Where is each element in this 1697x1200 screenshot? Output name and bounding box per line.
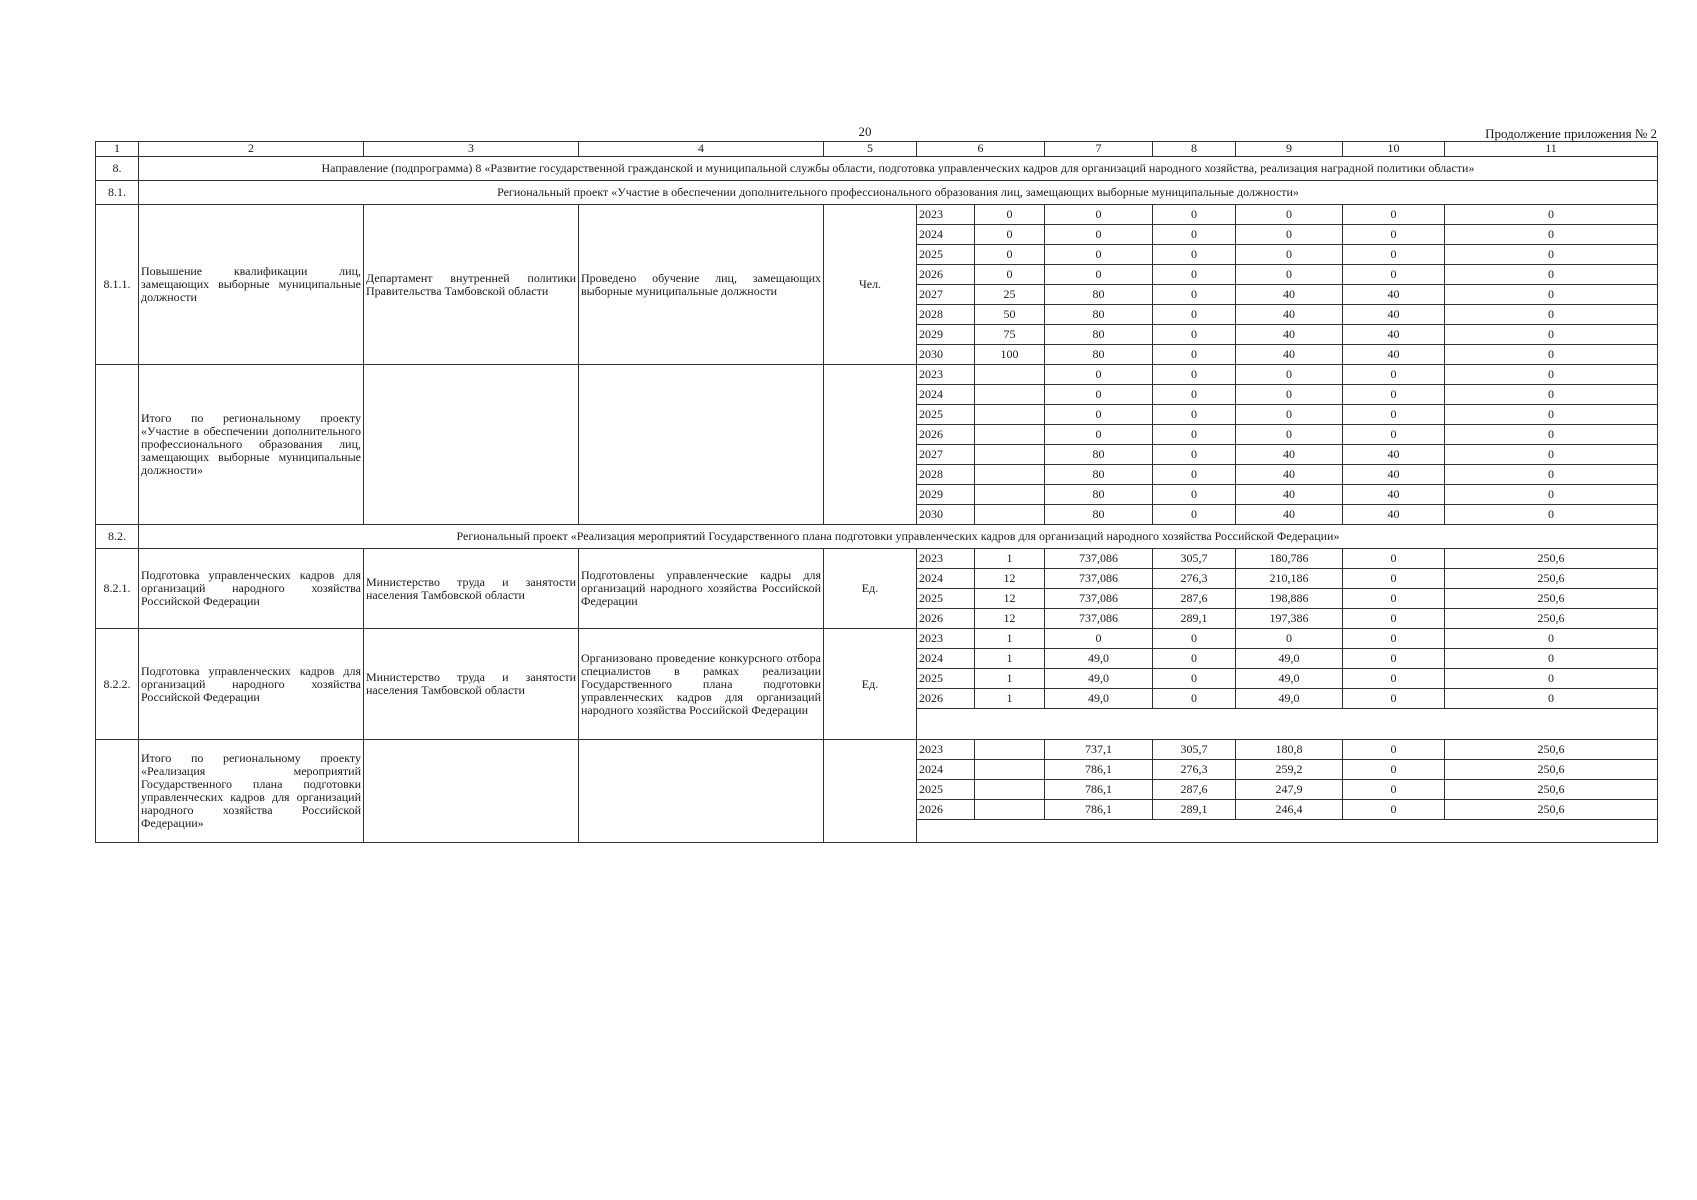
value-cell	[975, 365, 1045, 385]
year-cell: 2023	[917, 365, 975, 385]
column-header: 1	[96, 142, 139, 157]
federal-cell: 0	[1153, 225, 1236, 245]
column-header: 9	[1236, 142, 1343, 157]
year-cell: 2026	[917, 425, 975, 445]
local-cell: 0	[1343, 385, 1445, 405]
total-cell: 786,1	[1045, 800, 1153, 820]
item-name: Подготовка управленческих кадров для организаций народного хозяйства Российской Федерации	[139, 629, 364, 740]
total-cell: 0	[1045, 425, 1153, 445]
federal-cell: 0	[1153, 505, 1236, 525]
regional-cell: 247,9	[1236, 780, 1343, 800]
value-cell	[975, 760, 1045, 780]
other-cell: 0	[1445, 225, 1658, 245]
value-cell	[975, 405, 1045, 425]
other-cell: 0	[1445, 649, 1658, 669]
federal-cell: 289,1	[1153, 609, 1236, 629]
section-row	[96, 157, 1658, 181]
federal-cell: 276,3	[1153, 760, 1236, 780]
item-executor: Министерство труда и занятости населения Тамбовской области	[364, 629, 579, 740]
column-header: 7	[1045, 142, 1153, 157]
regional-cell: 49,0	[1236, 649, 1343, 669]
local-cell: 0	[1343, 740, 1445, 760]
federal-cell: 287,6	[1153, 780, 1236, 800]
table-row	[96, 549, 1658, 569]
other-cell: 250,6	[1445, 780, 1658, 800]
other-cell: 250,6	[1445, 800, 1658, 820]
local-cell: 40	[1343, 465, 1445, 485]
year-cell: 2026	[917, 800, 975, 820]
local-cell: 0	[1343, 649, 1445, 669]
federal-cell: 305,7	[1153, 549, 1236, 569]
total-cell: 49,0	[1045, 669, 1153, 689]
local-cell: 0	[1343, 225, 1445, 245]
regional-cell: 0	[1236, 365, 1343, 385]
other-cell: 0	[1445, 445, 1658, 465]
value-cell	[975, 800, 1045, 820]
year-cell: 2030	[917, 505, 975, 525]
local-cell: 40	[1343, 325, 1445, 345]
local-cell: 40	[1343, 285, 1445, 305]
year-cell: 2026	[917, 265, 975, 285]
regional-cell: 40	[1236, 445, 1343, 465]
value-cell: 0	[975, 225, 1045, 245]
section-number: 8.2.	[96, 525, 139, 549]
value-cell: 1	[975, 629, 1045, 649]
other-cell: 0	[1445, 305, 1658, 325]
value-cell: 75	[975, 325, 1045, 345]
value-cell: 1	[975, 669, 1045, 689]
regional-cell: 0	[1236, 205, 1343, 225]
local-cell: 0	[1343, 800, 1445, 820]
page-number: 20	[858, 124, 872, 139]
local-cell: 40	[1343, 345, 1445, 365]
regional-cell: 180,8	[1236, 740, 1343, 760]
column-header: 6	[917, 142, 1045, 157]
year-cell: 2027	[917, 445, 975, 465]
year-cell: 2023	[917, 205, 975, 225]
total-cell: 80	[1045, 485, 1153, 505]
other-cell: 0	[1445, 485, 1658, 505]
total-cell: 80	[1045, 325, 1153, 345]
regional-cell: 40	[1236, 465, 1343, 485]
year-cell: 2026	[917, 689, 975, 709]
local-cell: 0	[1343, 569, 1445, 589]
item-number	[96, 740, 139, 843]
empty-cell	[824, 365, 917, 525]
empty-cell	[579, 365, 824, 525]
local-cell: 40	[1343, 505, 1445, 525]
year-cell: 2028	[917, 465, 975, 485]
regional-cell: 0	[1236, 225, 1343, 245]
value-cell: 1	[975, 649, 1045, 669]
value-cell: 1	[975, 549, 1045, 569]
empty-cell	[824, 740, 917, 843]
regional-cell: 0	[1236, 265, 1343, 285]
column-header-row	[96, 142, 1658, 157]
other-cell: 0	[1445, 285, 1658, 305]
total-cell: 0	[1045, 265, 1153, 285]
federal-cell: 0	[1153, 445, 1236, 465]
year-cell: 2025	[917, 589, 975, 609]
other-cell: 0	[1445, 689, 1658, 709]
total-cell: 737,1	[1045, 740, 1153, 760]
value-cell	[975, 445, 1045, 465]
item-number: 8.1.1.	[96, 205, 139, 365]
federal-cell: 0	[1153, 629, 1236, 649]
empty-cell	[917, 709, 1658, 740]
total-cell: 49,0	[1045, 649, 1153, 669]
value-cell: 12	[975, 609, 1045, 629]
column-header: 8	[1153, 142, 1236, 157]
value-cell: 0	[975, 265, 1045, 285]
empty-cell	[364, 740, 579, 843]
federal-cell: 289,1	[1153, 800, 1236, 820]
continuation-label: Продолжение приложения № 2	[1485, 126, 1657, 141]
total-cell: 80	[1045, 345, 1153, 365]
item-unit: Ед.	[824, 629, 917, 740]
column-header: 2	[139, 142, 364, 157]
federal-cell: 0	[1153, 265, 1236, 285]
year-cell: 2029	[917, 485, 975, 505]
local-cell: 40	[1343, 485, 1445, 505]
local-cell: 40	[1343, 445, 1445, 465]
column-header: 4	[579, 142, 824, 157]
column-header: 10	[1343, 142, 1445, 157]
year-cell: 2030	[917, 345, 975, 365]
table-row	[96, 629, 1658, 649]
year-cell: 2026	[917, 609, 975, 629]
budget-table	[95, 141, 1658, 843]
local-cell: 0	[1343, 780, 1445, 800]
year-cell: 2024	[917, 760, 975, 780]
year-cell: 2023	[917, 740, 975, 760]
section-row	[96, 181, 1658, 205]
table-row	[96, 740, 1658, 760]
other-cell: 250,6	[1445, 740, 1658, 760]
regional-cell: 40	[1236, 505, 1343, 525]
local-cell: 0	[1343, 609, 1445, 629]
regional-cell: 246,4	[1236, 800, 1343, 820]
regional-cell: 0	[1236, 385, 1343, 405]
federal-cell: 305,7	[1153, 740, 1236, 760]
item-number: 8.2.1.	[96, 549, 139, 629]
table-row	[96, 365, 1658, 385]
other-cell: 0	[1445, 205, 1658, 225]
section-title: Направление (подпрограмма) 8 «Развитие государственной гражданской и муниципальной службы области, подготовка управленческих кадров для организаций народного хозяйства, реализация наградной политики области»	[139, 157, 1658, 181]
local-cell: 40	[1343, 305, 1445, 325]
total-cell: 80	[1045, 285, 1153, 305]
value-cell: 25	[975, 285, 1045, 305]
regional-cell: 0	[1236, 405, 1343, 425]
section-title: Региональный проект «Участие в обеспечении дополнительного профессионального образования лиц, замещающих выборные муниципальные должности»	[139, 181, 1658, 205]
federal-cell: 0	[1153, 365, 1236, 385]
total-cell: 80	[1045, 465, 1153, 485]
item-executor: Министерство труда и занятости населения Тамбовской области	[364, 549, 579, 629]
column-header: 11	[1445, 142, 1658, 157]
section-row	[96, 525, 1658, 549]
local-cell: 0	[1343, 425, 1445, 445]
total-cell: 0	[1045, 405, 1153, 425]
value-cell	[975, 385, 1045, 405]
local-cell: 0	[1343, 265, 1445, 285]
other-cell: 0	[1445, 385, 1658, 405]
federal-cell: 0	[1153, 649, 1236, 669]
item-number	[96, 365, 139, 525]
empty-cell	[364, 365, 579, 525]
year-cell: 2025	[917, 780, 975, 800]
federal-cell: 0	[1153, 405, 1236, 425]
federal-cell: 0	[1153, 425, 1236, 445]
value-cell: 12	[975, 589, 1045, 609]
column-header: 5	[824, 142, 917, 157]
value-cell: 50	[975, 305, 1045, 325]
value-cell	[975, 505, 1045, 525]
total-name: Итого по региональному проекту «Участие в обеспечении дополнительного профессионального образования лиц, замещающих выборные муниципальные должности»	[139, 365, 364, 525]
year-cell: 2029	[917, 325, 975, 345]
regional-cell: 198,886	[1236, 589, 1343, 609]
local-cell: 0	[1343, 365, 1445, 385]
other-cell: 250,6	[1445, 589, 1658, 609]
year-cell: 2024	[917, 225, 975, 245]
regional-cell: 259,2	[1236, 760, 1343, 780]
section-number: 8.	[96, 157, 139, 181]
regional-cell: 40	[1236, 485, 1343, 505]
federal-cell: 0	[1153, 669, 1236, 689]
local-cell: 0	[1343, 629, 1445, 649]
federal-cell: 0	[1153, 345, 1236, 365]
other-cell: 0	[1445, 325, 1658, 345]
year-cell: 2025	[917, 669, 975, 689]
local-cell: 0	[1343, 760, 1445, 780]
federal-cell: 287,6	[1153, 589, 1236, 609]
regional-cell: 40	[1236, 345, 1343, 365]
total-cell: 0	[1045, 225, 1153, 245]
other-cell: 0	[1445, 245, 1658, 265]
other-cell: 250,6	[1445, 549, 1658, 569]
regional-cell: 0	[1236, 425, 1343, 445]
federal-cell: 0	[1153, 485, 1236, 505]
federal-cell: 0	[1153, 245, 1236, 265]
year-cell: 2028	[917, 305, 975, 325]
other-cell: 0	[1445, 405, 1658, 425]
value-cell	[975, 780, 1045, 800]
total-cell: 737,086	[1045, 589, 1153, 609]
value-cell	[975, 465, 1045, 485]
year-cell: 2023	[917, 629, 975, 649]
year-cell: 2024	[917, 385, 975, 405]
federal-cell: 0	[1153, 205, 1236, 225]
regional-cell: 40	[1236, 285, 1343, 305]
year-cell: 2024	[917, 649, 975, 669]
regional-cell: 49,0	[1236, 689, 1343, 709]
value-cell: 12	[975, 569, 1045, 589]
item-name: Подготовка управленческих кадров для организаций народного хозяйства Российской Федерации	[139, 549, 364, 629]
year-cell: 2025	[917, 245, 975, 265]
table-row	[96, 205, 1658, 225]
item-result: Проведено обучение лиц, замещающих выборные муниципальные должности	[579, 205, 824, 365]
total-cell: 80	[1045, 305, 1153, 325]
total-cell: 737,086	[1045, 569, 1153, 589]
other-cell: 0	[1445, 629, 1658, 649]
year-cell: 2023	[917, 549, 975, 569]
regional-cell: 49,0	[1236, 669, 1343, 689]
year-cell: 2027	[917, 285, 975, 305]
value-cell: 100	[975, 345, 1045, 365]
regional-cell: 40	[1236, 325, 1343, 345]
regional-cell: 210,186	[1236, 569, 1343, 589]
other-cell: 0	[1445, 265, 1658, 285]
total-cell: 0	[1045, 245, 1153, 265]
value-cell: 0	[975, 205, 1045, 225]
item-number: 8.2.2.	[96, 629, 139, 740]
column-header: 3	[364, 142, 579, 157]
value-cell: 1	[975, 689, 1045, 709]
total-cell: 80	[1045, 505, 1153, 525]
total-cell: 0	[1045, 205, 1153, 225]
federal-cell: 0	[1153, 385, 1236, 405]
total-cell: 0	[1045, 365, 1153, 385]
total-cell: 737,086	[1045, 549, 1153, 569]
empty-cell	[579, 740, 824, 843]
total-cell: 737,086	[1045, 609, 1153, 629]
total-cell: 786,1	[1045, 780, 1153, 800]
federal-cell: 276,3	[1153, 569, 1236, 589]
item-unit: Ед.	[824, 549, 917, 629]
year-cell: 2025	[917, 405, 975, 425]
item-unit: Чел.	[824, 205, 917, 365]
federal-cell: 0	[1153, 285, 1236, 305]
total-cell: 49,0	[1045, 689, 1153, 709]
regional-cell: 197,386	[1236, 609, 1343, 629]
value-cell	[975, 425, 1045, 445]
value-cell	[975, 740, 1045, 760]
federal-cell: 0	[1153, 305, 1236, 325]
federal-cell: 0	[1153, 689, 1236, 709]
local-cell: 0	[1343, 405, 1445, 425]
regional-cell: 0	[1236, 245, 1343, 265]
other-cell: 250,6	[1445, 569, 1658, 589]
other-cell: 0	[1445, 465, 1658, 485]
other-cell: 0	[1445, 669, 1658, 689]
regional-cell: 0	[1236, 629, 1343, 649]
other-cell: 250,6	[1445, 760, 1658, 780]
federal-cell: 0	[1153, 325, 1236, 345]
other-cell: 0	[1445, 425, 1658, 445]
total-cell: 80	[1045, 445, 1153, 465]
total-cell: 0	[1045, 629, 1153, 649]
local-cell: 0	[1343, 689, 1445, 709]
total-cell: 786,1	[1045, 760, 1153, 780]
item-executor: Департамент внутренней политики Правительства Тамбовской области	[364, 205, 579, 365]
other-cell: 0	[1445, 505, 1658, 525]
federal-cell: 0	[1153, 465, 1236, 485]
item-result: Подготовлены управленческие кадры для организаций народного хозяйства Российской Федерации	[579, 549, 824, 629]
empty-cell	[917, 820, 1658, 843]
local-cell: 0	[1343, 589, 1445, 609]
value-cell	[975, 485, 1045, 505]
total-cell: 0	[1045, 385, 1153, 405]
year-cell: 2024	[917, 569, 975, 589]
local-cell: 0	[1343, 669, 1445, 689]
regional-cell: 180,786	[1236, 549, 1343, 569]
other-cell: 250,6	[1445, 609, 1658, 629]
regional-cell: 40	[1236, 305, 1343, 325]
other-cell: 0	[1445, 365, 1658, 385]
other-cell: 0	[1445, 345, 1658, 365]
section-title: Региональный проект «Реализация мероприятий Государственного плана подготовки управленческих кадров для организаций народного хозяйства Российской Федерации»	[139, 525, 1658, 549]
local-cell: 0	[1343, 205, 1445, 225]
local-cell: 0	[1343, 245, 1445, 265]
total-name: Итого по региональному проекту «Реализация мероприятий Государственного плана подготовки управленческих кадров для организаций народного хозяйства Российской Федерации»	[139, 740, 364, 843]
item-name: Повышение квалификации лиц, замещающих выборные муниципальные должности	[139, 205, 364, 365]
value-cell: 0	[975, 245, 1045, 265]
item-result: Организовано проведение конкурсного отбора специалистов в рамках реализации Государственного плана подготовки управленческих кадров для организаций народного хозяйства Российской Федерации	[579, 629, 824, 740]
section-number: 8.1.	[96, 181, 139, 205]
local-cell: 0	[1343, 549, 1445, 569]
